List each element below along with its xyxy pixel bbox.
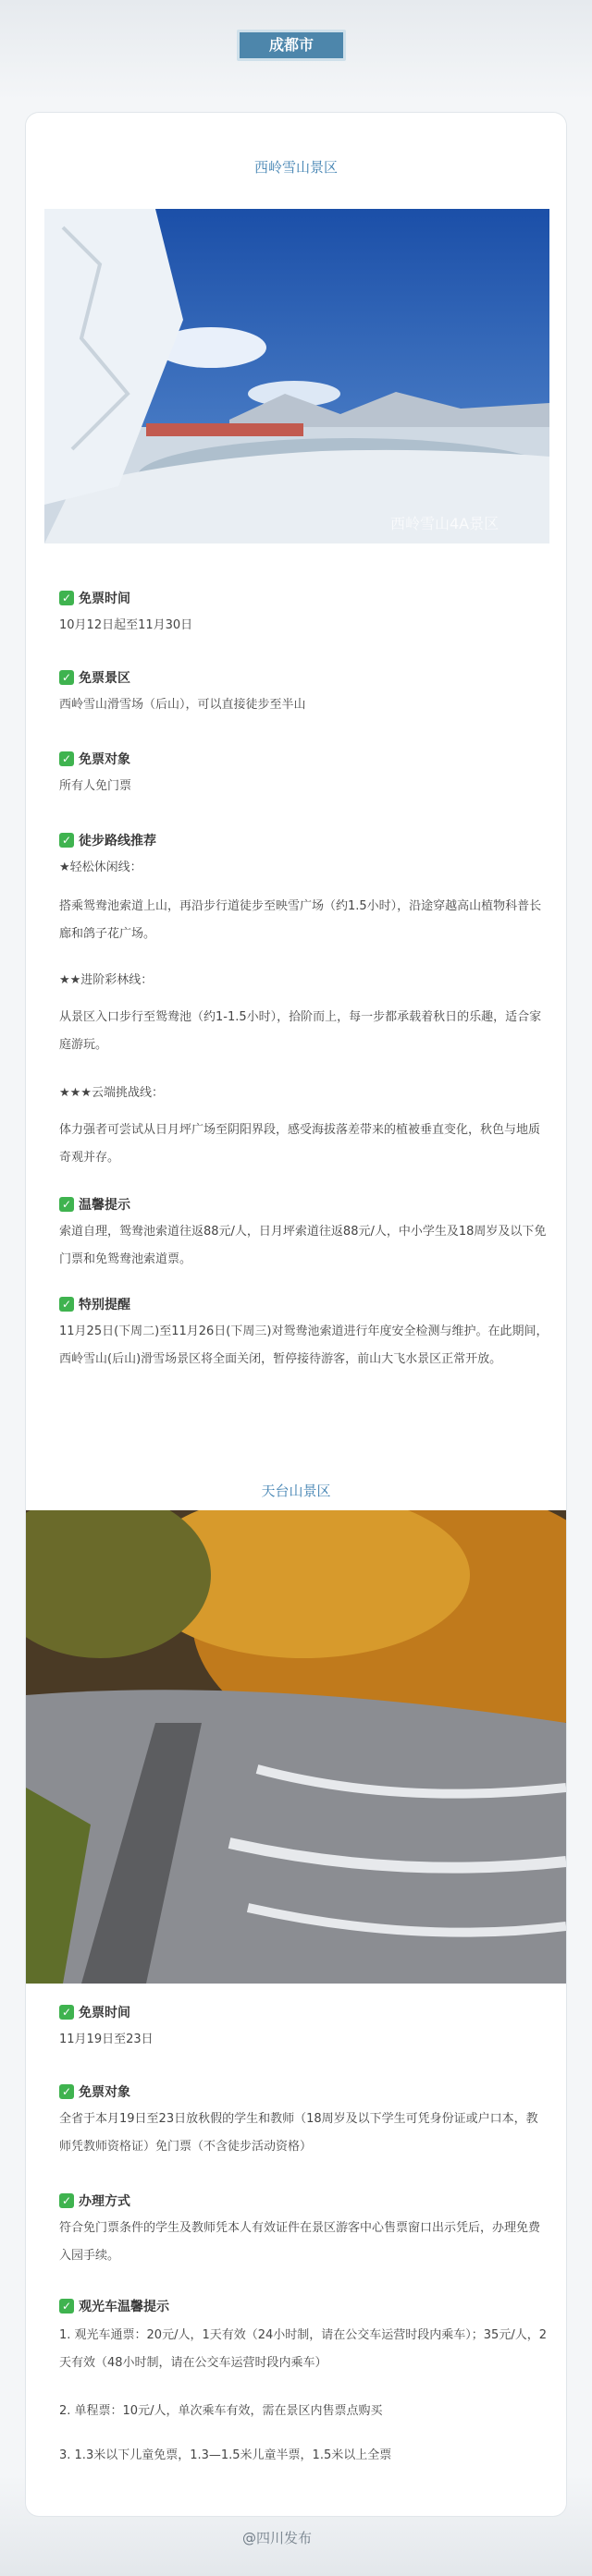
heading-free-time: ✓ 免票时间 (59, 2002, 130, 2022)
check-icon: ✓ (59, 2193, 74, 2208)
route-label: ★★★云端挑战线： (59, 1086, 164, 1100)
heading-hiking-routes: ✓ 徒步路线推荐 (59, 830, 156, 850)
paragraph: 11月19日至23日 (59, 2033, 154, 2046)
heading-procedure: ✓ 办理方式 (59, 2191, 130, 2211)
heading-shuttle-tips: ✓ 观光车温馨提示 (59, 2296, 169, 2316)
check-icon: ✓ (59, 751, 74, 766)
paragraph: 索道自理，鸳鸯池索道往返88元/人，日月坪索道往返88元/人，中小学生及18周岁及以下免门票和免鸳鸯池索道票。 (59, 1225, 547, 1266)
check-icon: ✓ (59, 2084, 74, 2099)
tiantai-mountain-photo (26, 1510, 566, 1984)
paragraph: 搭乘鸳鸯池索道上山，再沿步行道徒步至映雪广场（约1.5小时），沿途穿越高山植物科普长廊和鸽子花广场。 (59, 899, 542, 941)
paragraph: 所有人免门票 (59, 779, 132, 793)
paragraph: 3. 1.3米以下儿童免票，1.3—1.5米儿童半票，1.5米以上全票 (59, 2448, 392, 2462)
check-icon: ✓ (59, 591, 74, 605)
check-icon: ✓ (59, 833, 74, 848)
paragraph: 从景区入口步行至鸳鸯池（约1-1.5小时），拾阶而上，每一步都承载着秋日的乐趣，适合家庭游玩。 (59, 1010, 542, 1052)
paragraph: 体力强者可尝试从日月坪广场至阴阳界段，感受海拔落差带来的植被垂直变化，秋色与地质奇观并存。 (59, 1123, 541, 1165)
source-watermark: @四川发布 (242, 2530, 313, 2546)
section-title: 西岭雪山景区 (253, 159, 338, 176)
heading-free-target: ✓ 免票对象 (59, 2082, 130, 2102)
content-card (26, 113, 566, 2516)
route-label: ★★进阶彩林线： (59, 973, 154, 987)
check-icon: ✓ (59, 2299, 74, 2314)
heading-free-time: ✓ 免票时间 (59, 588, 130, 608)
paragraph: 符合免门票条件的学生及教师凭本人有效证件在景区游客中心售票窗口出示凭后，办理免费入园手续。 (59, 2221, 541, 2263)
section-title: 天台山景区 (261, 1483, 331, 1499)
heading-free-target: ✓ 免票对象 (59, 749, 130, 769)
paragraph: 10月12日起至11月30日 (59, 618, 193, 632)
heading-special-notice: ✓ 特别提醒 (59, 1294, 130, 1314)
route-label: ★轻松休闲线： (59, 861, 142, 874)
heading-free-area: ✓ 免票景区 (59, 667, 130, 688)
paragraph: 1. 观光车通票：20元/人，1天有效（24小时制，请在公交车运营时段内乘车）；35元/人，2天有效（48小时制，请在公交车运营时段内乘车） (59, 2328, 547, 2370)
paragraph: 11月25日(下周二)至11月26日(下周三)对鸳鸯池索道进行年度安全检测与维护。在此期间，西岭雪山(后山)滑雪场景区将全面关闭，暂停接待游客，前山大飞水景区正常开放。 (59, 1325, 549, 1366)
paragraph: 2. 单程票：10元/人，单次乘车有效，需在景区内售票点购买 (59, 2404, 383, 2418)
check-icon: ✓ (59, 2005, 74, 2020)
heading-tips: ✓ 温馨提示 (59, 1194, 130, 1215)
check-icon: ✓ (59, 1297, 74, 1312)
check-icon: ✓ (59, 1197, 74, 1212)
xiling-snow-mountain-photo (44, 209, 549, 543)
paragraph: 全省于本月19日至23日放秋假的学生和教师（18周岁及以下学生可凭身份证或户口本，教师凭教师资格证）免门票（不含徒步活动资格） (59, 2112, 538, 2154)
check-icon: ✓ (59, 670, 74, 685)
paragraph: 西岭雪山滑雪场（后山），可以直接徒步至半山 (59, 698, 306, 712)
city-tag: 成都市 (237, 30, 346, 61)
image-watermark: 西岭雪山4A景区 (390, 515, 500, 532)
